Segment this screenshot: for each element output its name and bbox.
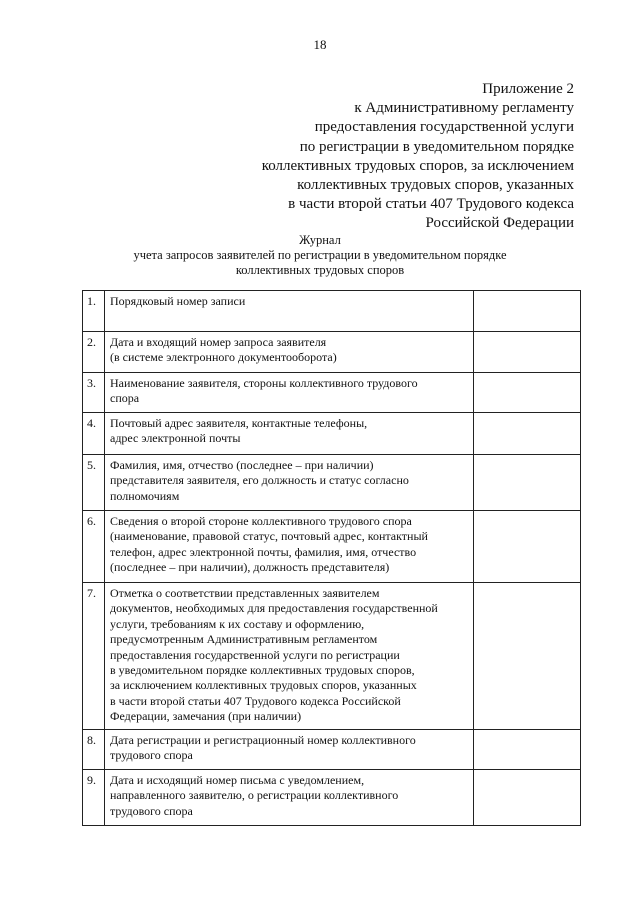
row-value-cell — [474, 332, 581, 373]
row-description — [105, 455, 474, 511]
row-text-line: предусмотренным Административным регламентом — [110, 632, 378, 647]
row-text-line: Фамилия, имя, отчество (последнее – при наличии) — [110, 458, 374, 472]
row-value-cell — [474, 373, 581, 413]
row-number: 8. — [83, 730, 105, 770]
row-text-line: Отметка о соответствии представленных заявителем — [110, 586, 380, 600]
table-row — [83, 332, 581, 373]
row-description — [105, 291, 474, 332]
appendix-line: Приложение 2 — [482, 81, 574, 97]
table-row — [83, 511, 581, 583]
appendix-line: предоставления государственной услуги — [314, 119, 574, 136]
row-text-line: Сведения о второй стороне коллективного трудового спора — [110, 514, 412, 528]
row-text-line: предоставления государственной услуги по регистрации — [110, 647, 400, 662]
row-text-line: трудового спора — [110, 803, 193, 818]
row-description — [105, 511, 474, 583]
appendix-line: по регистрации в уведомительном порядке — [299, 138, 574, 155]
row-text-line: направленного заявителю, о регистрации коллективного — [110, 788, 399, 803]
row-description — [105, 730, 474, 770]
row-number: 3. — [83, 373, 105, 413]
journal-subtitle-line: учета запросов заявителей по регистрации в уведомительном порядке — [133, 248, 507, 262]
row-text-line: трудового спора — [110, 748, 193, 763]
table-row — [83, 770, 581, 826]
row-value-cell — [474, 730, 581, 770]
appendix-header — [262, 80, 574, 234]
row-text-line: документов, необходимых для предоставления государственной — [110, 601, 438, 616]
journal-table — [82, 290, 581, 826]
row-number: 2. — [83, 332, 105, 373]
row-text-line: за исключением коллективных трудовых споров, указанных — [110, 678, 417, 693]
table-row — [83, 455, 581, 511]
appendix-line: коллективных трудовых споров, за исключением — [261, 157, 574, 174]
row-description — [105, 332, 474, 373]
table-row — [83, 291, 581, 332]
row-text-line: Порядковый номер записи — [110, 294, 246, 308]
row-text-line: адрес электронной почты — [110, 431, 241, 446]
row-number: 6. — [83, 511, 105, 583]
table-row — [83, 413, 581, 455]
row-text-line: (наименование, правовой статус, почтовый адрес, контактный — [110, 529, 428, 544]
row-description — [105, 770, 474, 826]
row-text-line: полномочиям — [110, 488, 180, 503]
row-text-line: Федерации, замечания (при наличии) — [110, 709, 302, 724]
row-text-line: Наименование заявителя, стороны коллективного трудового — [110, 376, 418, 390]
row-text-line: Почтовый адрес заявителя, контактные телефоны, — [110, 416, 368, 430]
row-text-line: представителя заявителя, его должность и статус согласно — [110, 473, 409, 488]
row-text-line: (последнее – при наличии), должность представителя) — [110, 560, 390, 575]
appendix-line: к Административному регламенту — [354, 100, 574, 117]
row-value-cell — [474, 511, 581, 583]
row-number: 9. — [83, 770, 105, 826]
row-description — [105, 413, 474, 455]
appendix-line: Российской Федерации — [425, 215, 574, 232]
row-number: 5. — [83, 455, 105, 511]
row-text-line: (в системе электронного документооборота) — [110, 350, 337, 365]
table-row — [83, 583, 581, 730]
row-number: 4. — [83, 413, 105, 455]
row-description — [105, 373, 474, 413]
row-text-line: Дата регистрации и регистрационный номер коллективного — [110, 733, 416, 747]
appendix-line: в части второй статьи 407 Трудового кодекса — [288, 196, 574, 213]
table-row — [83, 730, 581, 770]
row-text-line: в части второй статьи 407 Трудового кодекса Российской — [110, 693, 401, 708]
journal-heading: Журнал — [299, 233, 341, 247]
appendix-line: коллективных трудовых споров, указанных — [297, 177, 574, 194]
row-text-line: Дата и входящий номер запроса заявителя — [110, 335, 327, 349]
row-value-cell — [474, 291, 581, 332]
row-text-line: телефон, адрес электронной почты, фамилия, имя, отчество — [110, 544, 417, 559]
row-text-line: в уведомительном порядке коллективных трудовых споров, — [110, 663, 415, 678]
row-value-cell — [474, 455, 581, 511]
row-text-line: спора — [110, 391, 140, 406]
row-value-cell — [474, 770, 581, 826]
row-description — [105, 583, 474, 730]
row-value-cell — [474, 413, 581, 455]
page-number: 18 — [313, 37, 327, 52]
journal-subtitle-line: коллективных трудовых споров — [235, 263, 405, 277]
row-text-line: Дата и исходящий номер письма с уведомлением, — [110, 773, 365, 787]
journal-title — [0, 233, 640, 278]
table-row — [83, 373, 581, 413]
row-value-cell — [474, 583, 581, 730]
row-text-line: услуги, требованиям к их составу и оформлению, — [110, 616, 365, 631]
row-number: 7. — [83, 583, 105, 730]
row-number: 1. — [83, 291, 105, 332]
